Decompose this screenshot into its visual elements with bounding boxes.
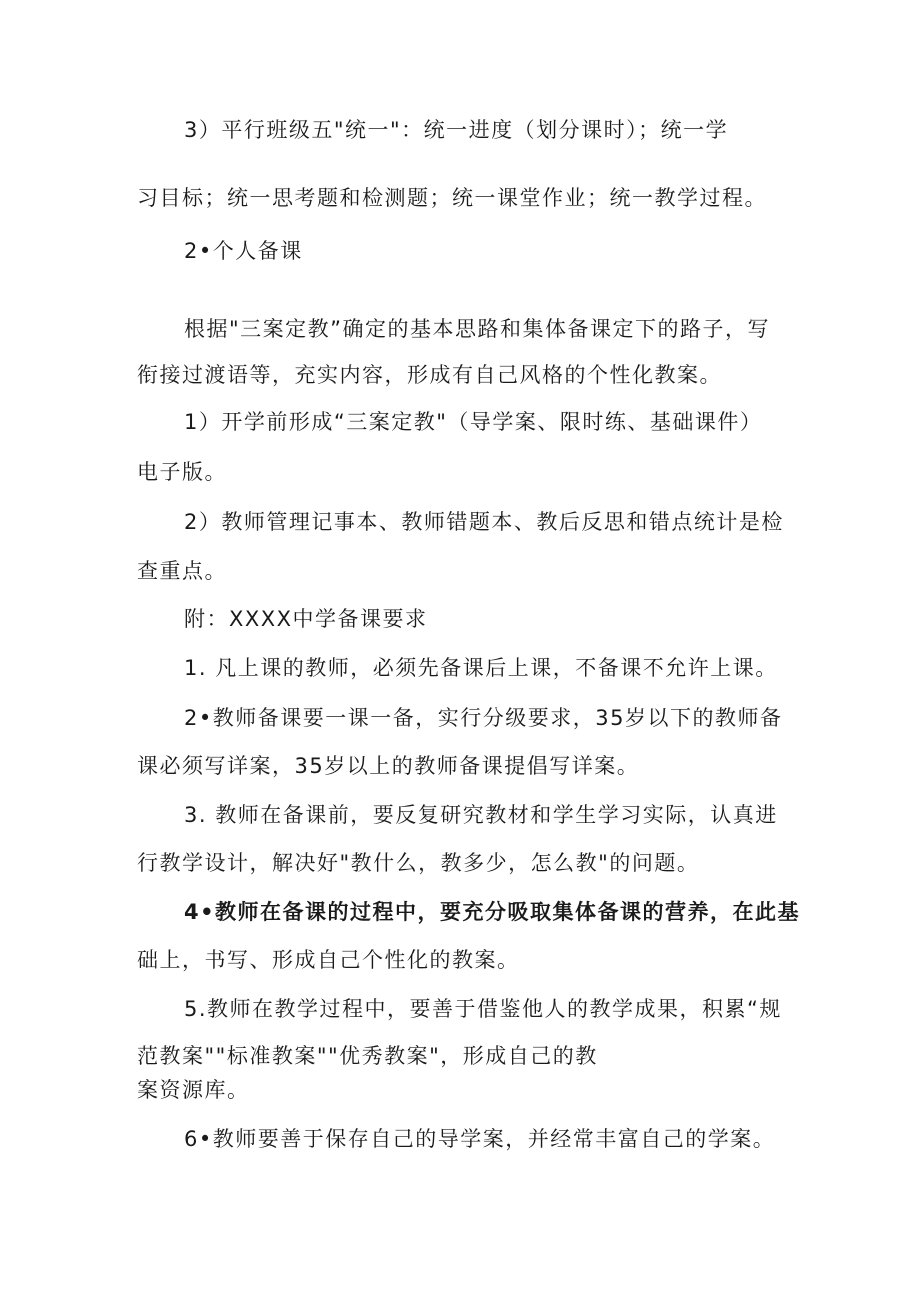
req-5-line-2: 范教案""标准教案""优秀教案"，形成自己的教 [137, 1044, 598, 1068]
item-2-line-2: 查重点。 [137, 559, 227, 583]
req-4-line-1: 4•教师在备课的过程中，要充分吸取集体备课的营养，在此基 [184, 900, 801, 924]
item-1-line-1: 1）开学前形成“三案定教"（导学案、限时练、基础课件） [184, 410, 763, 434]
req-3-line-1: 3. 教师在备课前，要反复研究教材和学生学习实际，认真进 [184, 803, 778, 827]
req-6: 6•教师要善于保存自己的导学案，并经常丰富自己的学案。 [184, 1127, 776, 1151]
para-unify-line-1: 3）平行班级五"统一"：统一进度（划分课时）；统一学 [184, 118, 729, 142]
req-2-line-2: 课必须写详案，35岁以上的教师备课提倡写详案。 [137, 754, 640, 778]
req-1: 1. 凡上课的教师，必须先备课后上课，不备课不允许上课。 [184, 656, 778, 680]
req-5-line-1: 5.教师在教学过程中，要善于借鉴他人的教学成果，积累“规 [184, 997, 782, 1021]
req-3-line-2: 行教学设计，解决好"教什么，教多少，怎么教"的问题。 [137, 851, 700, 875]
para-unify-line-2: 习目标；统一思考题和检测题；统一课堂作业；统一教学过程。 [137, 186, 767, 210]
item-1-line-2: 电子版。 [137, 460, 227, 484]
req-5-line-3: 案资源库。 [137, 1078, 250, 1102]
heading-personal-prep: 2•个人备课 [184, 239, 303, 263]
para-basis-line-1: 根据"三案定教”确定的基本思路和集体备课定下的路子，写 [184, 317, 771, 341]
para-basis-line-2: 衔接过渡语等，充实内容，形成有自己风格的个性化教案。 [137, 363, 722, 387]
req-4-line-2: 础上，书写、形成自己个性化的教案。 [137, 948, 520, 972]
item-2-line-1: 2）教师管理记事本、教师错题本、教后反思和错点统计是检 [184, 510, 784, 534]
appendix-title: 附：XXXX中学备课要求 [184, 607, 428, 631]
req-2-line-1: 2•教师备课要一课一备，实行分级要求，35岁以下的教师备 [184, 706, 783, 730]
